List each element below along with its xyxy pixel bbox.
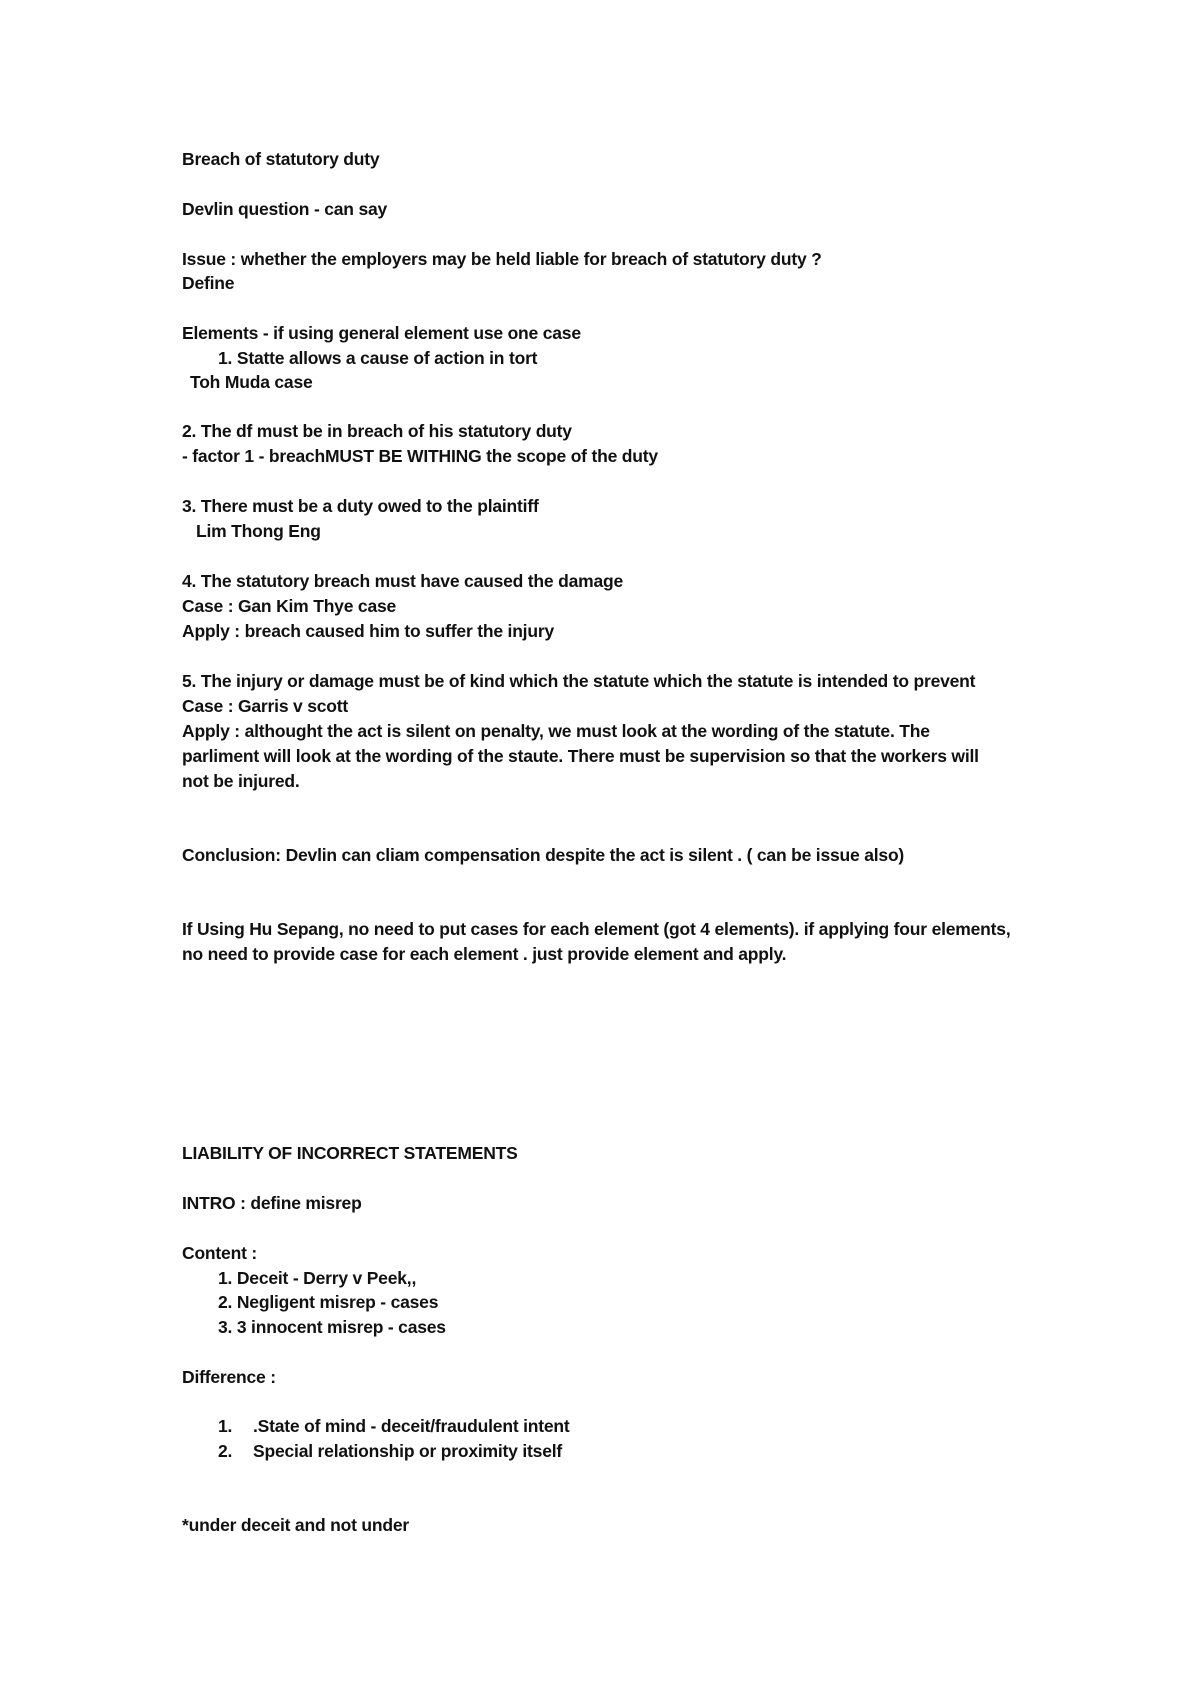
element-5-apply-line: not be injured. bbox=[182, 771, 300, 791]
element-4: 4. The statutory breach must have caused the damage bbox=[182, 571, 624, 591]
section-2-title: LIABILITY OF INCORRECT STATEMENTS bbox=[182, 1143, 518, 1163]
difference-item-text: .State of mind - deceit/fraudulent intent bbox=[253, 1416, 570, 1436]
element-5-apply-line: Apply : althought the act is silent on penalty, we must look at the wording of the statute. The bbox=[182, 721, 930, 741]
content-item: 1. Deceit - Derry v Peek,, bbox=[218, 1268, 417, 1288]
intro-line: INTRO : define misrep bbox=[182, 1193, 362, 1213]
element-5-case: Case : Garris v scott bbox=[182, 696, 349, 716]
content-item: 2. Negligent misrep - cases bbox=[218, 1292, 439, 1312]
element-5: 5. The injury or damage must be of kind which the statute which the statute is intended to prevent bbox=[182, 671, 976, 691]
element-2: 2. The df must be in breach of his statutory duty bbox=[182, 421, 572, 441]
question-line: Devlin question - can say bbox=[182, 199, 388, 219]
define-line: Define bbox=[182, 273, 235, 293]
elements-intro: Elements - if using general element use one case bbox=[182, 323, 581, 343]
section-title: Breach of statutory duty bbox=[182, 149, 380, 169]
element-3: 3. There must be a duty owed to the plaintiff bbox=[182, 496, 539, 516]
element-4-apply: Apply : breach caused him to suffer the injury bbox=[182, 621, 554, 641]
difference-item bbox=[218, 1415, 570, 1437]
element-1: 1. Statte allows a cause of action in tort bbox=[218, 348, 538, 368]
note-line: If Using Hu Sepang, no need to put cases for each element (got 4 elements). if applying four elements, bbox=[182, 919, 1011, 939]
issue-line: Issue : whether the employers may be held liable for breach of statutory duty ? bbox=[182, 249, 822, 269]
difference-item-number: 1. bbox=[218, 1416, 233, 1436]
content-label: Content : bbox=[182, 1243, 257, 1263]
note-line: no need to provide case for each element . just provide element and apply. bbox=[182, 944, 787, 964]
difference-item bbox=[218, 1440, 562, 1462]
difference-label: Difference : bbox=[182, 1367, 276, 1387]
content-item: 3. 3 innocent misrep - cases bbox=[218, 1317, 446, 1337]
difference-item-text: Special relationship or proximity itself bbox=[253, 1441, 563, 1461]
element-5-apply-line: parliment will look at the wording of the staute. There must be supervision so that the workers will bbox=[182, 746, 979, 766]
element-3-case: Lim Thong Eng bbox=[196, 521, 321, 541]
conclusion-line: Conclusion: Devlin can cliam compensation despite the act is silent . ( can be issue also) bbox=[182, 845, 905, 865]
element-2-factor: - factor 1 - breachMUST BE WITHING the scope of the duty bbox=[182, 446, 658, 466]
footnote-line: *under deceit and not under bbox=[182, 1515, 409, 1535]
element-1-case: Toh Muda case bbox=[190, 372, 313, 392]
difference-item-number: 2. bbox=[218, 1441, 233, 1461]
element-4-case: Case : Gan Kim Thye case bbox=[182, 596, 397, 616]
